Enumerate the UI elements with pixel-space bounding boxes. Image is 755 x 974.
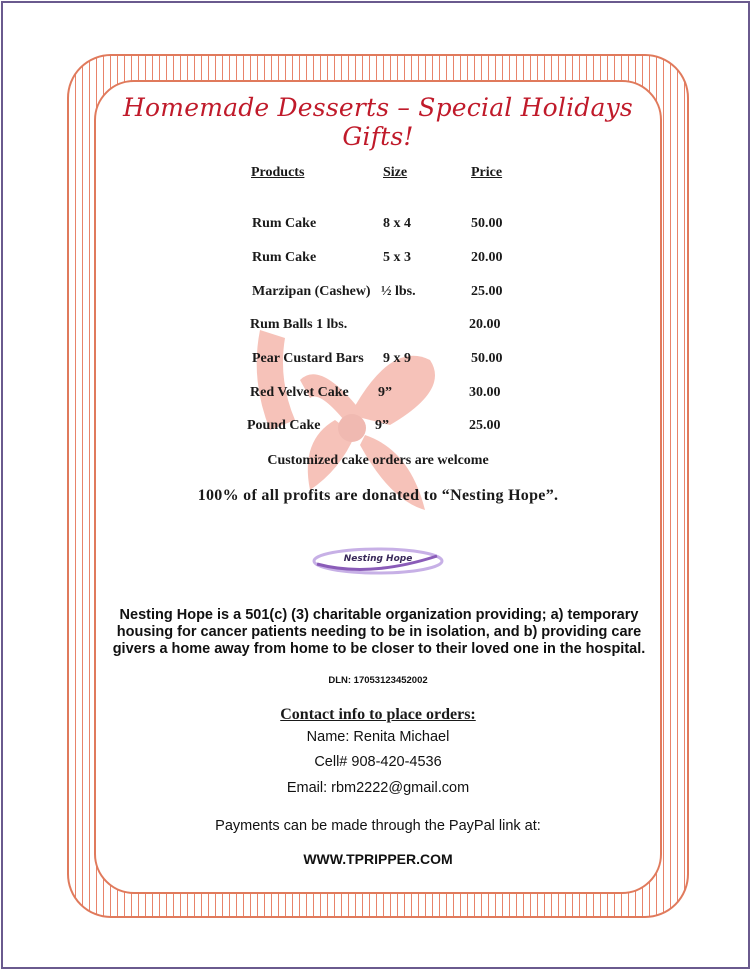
row-5-size: 9 x 9 — [383, 351, 411, 366]
row-1-price: 50.00 — [471, 216, 503, 231]
donation-statement: 100% of all profits are donated to “Nesting Hope”. — [197, 487, 559, 504]
row-2-size: 5 x 3 — [383, 250, 411, 265]
row-6-size: 9” — [378, 385, 392, 400]
row-3-product: Marzipan (Cashew) — [252, 284, 371, 299]
row-6-price: 30.00 — [469, 385, 501, 400]
price-header: Price — [471, 165, 503, 180]
page-title: Homemade Desserts – Special Holidays Gifts! — [123, 93, 633, 151]
row-4-product: Rum Balls 1 lbs. — [250, 317, 348, 332]
row-6-product: Red Velvet Cake — [250, 385, 349, 400]
website-link[interactable]: WWW.TPRIPPER.COM — [303, 851, 453, 867]
row-5-price: 50.00 — [471, 351, 503, 366]
logo-text: Nesting Hope — [343, 554, 413, 564]
row-3-size: ½ lbs. — [381, 284, 416, 299]
row-5-product: Pear Custard Bars — [252, 351, 364, 366]
dln-number: DLN: 17053123452002 — [328, 675, 428, 686]
row-7-product: Pound Cake — [247, 418, 321, 433]
nesting-hope-logo — [309, 546, 447, 576]
row-1-product: Rum Cake — [252, 216, 317, 231]
contact-email: Email: rbm2222@gmail.com — [286, 780, 470, 796]
products-header: Products — [251, 165, 305, 180]
row-7-price: 25.00 — [469, 418, 501, 433]
size-header: Size — [383, 165, 408, 180]
contact-name: Name: Renita Michael — [306, 729, 450, 745]
payment-note: Payments can be made through the PayPal link at: — [215, 818, 541, 834]
row-7-size: 9” — [375, 418, 389, 433]
row-4-price: 20.00 — [469, 317, 501, 332]
contact-heading: Contact info to place orders: — [280, 706, 476, 723]
row-3-price: 25.00 — [471, 284, 503, 299]
row-2-product: Rum Cake — [252, 250, 317, 265]
row-1-size: 8 x 4 — [383, 216, 411, 231]
organization-description: Nesting Hope is a 501(c) (3) charitable organization providing; a) temporary housing for cancer patients needing to be in isolation, and b) providing care givers a home away from home to be closer to their loved one in the hospital. — [112, 607, 646, 657]
row-2-price: 20.00 — [471, 250, 503, 265]
contact-cell: Cell# 908-420-4536 — [314, 754, 442, 770]
custom-orders-note: Customized cake orders are welcome — [267, 453, 489, 468]
